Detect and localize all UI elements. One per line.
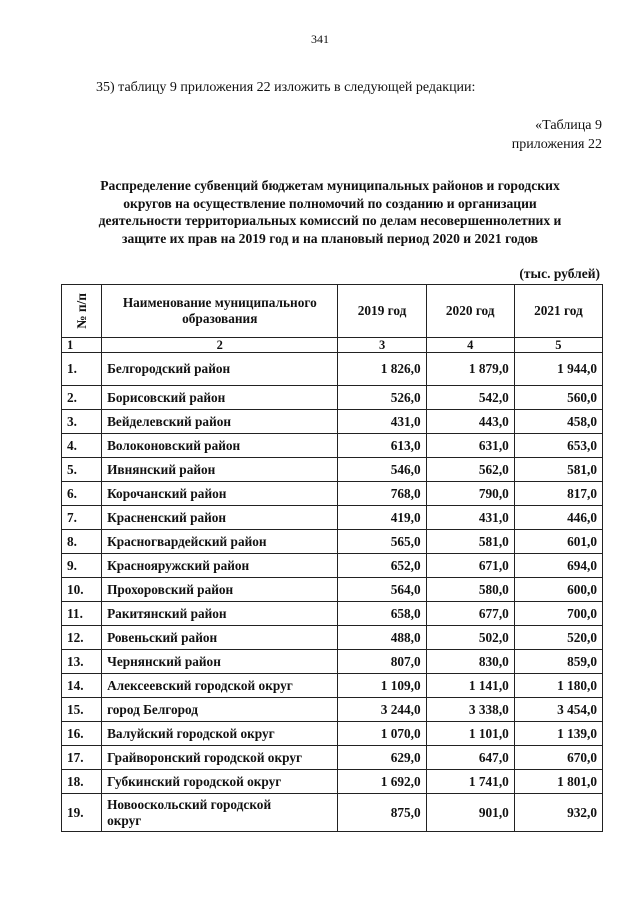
value-2021: 1 139,0 bbox=[514, 722, 602, 746]
column-index-row bbox=[62, 338, 603, 353]
table-row bbox=[62, 578, 603, 602]
header-name-line1: Наименование муниципального bbox=[122, 295, 317, 310]
table-ref-line1: «Таблица 9 bbox=[535, 118, 602, 133]
row-number: 4. bbox=[62, 434, 102, 458]
value-2020: 677,0 bbox=[426, 602, 514, 626]
value-2019: 3 244,0 bbox=[338, 698, 426, 722]
value-2019: 652,0 bbox=[338, 554, 426, 578]
value-2020: 581,0 bbox=[426, 530, 514, 554]
row-number: 9. bbox=[62, 554, 102, 578]
municipality-name: Ивнянский район bbox=[102, 458, 338, 482]
municipality-name-line1: Новооскольский городской bbox=[107, 796, 272, 812]
row-number: 16. bbox=[62, 722, 102, 746]
municipality-name: Борисовский район bbox=[102, 386, 338, 410]
value-2020: 671,0 bbox=[426, 554, 514, 578]
value-2020: 542,0 bbox=[426, 386, 514, 410]
value-2019: 565,0 bbox=[338, 530, 426, 554]
row-number: 5. bbox=[62, 458, 102, 482]
table-body bbox=[62, 353, 603, 832]
header-num-label: № п/п bbox=[73, 293, 89, 329]
row-number: 19. bbox=[62, 794, 102, 832]
table-row bbox=[62, 674, 603, 698]
table-row bbox=[62, 746, 603, 770]
header-2021: 2021 год bbox=[514, 285, 602, 338]
table-row bbox=[62, 506, 603, 530]
municipality-name bbox=[102, 794, 338, 832]
value-2020: 1 741,0 bbox=[426, 770, 514, 794]
value-2020: 790,0 bbox=[426, 482, 514, 506]
value-2019: 807,0 bbox=[338, 650, 426, 674]
value-2019: 1 692,0 bbox=[338, 770, 426, 794]
table-row bbox=[62, 602, 603, 626]
value-2021: 520,0 bbox=[514, 626, 602, 650]
municipality-name: Вейделевский район bbox=[102, 410, 338, 434]
value-2021: 600,0 bbox=[514, 578, 602, 602]
municipality-name: Краснояружский район bbox=[102, 554, 338, 578]
value-2021: 817,0 bbox=[514, 482, 602, 506]
value-2019: 629,0 bbox=[338, 746, 426, 770]
value-2021: 446,0 bbox=[514, 506, 602, 530]
table-row bbox=[62, 554, 603, 578]
column-index: 3 bbox=[338, 338, 426, 353]
row-number: 15. bbox=[62, 698, 102, 722]
column-index: 4 bbox=[426, 338, 514, 353]
value-2021: 932,0 bbox=[514, 794, 602, 832]
subsidy-table bbox=[61, 284, 603, 832]
municipality-name: город Белгород bbox=[102, 698, 338, 722]
value-2020: 562,0 bbox=[426, 458, 514, 482]
value-2019: 431,0 bbox=[338, 410, 426, 434]
table-row bbox=[62, 770, 603, 794]
header-name bbox=[102, 285, 338, 338]
table-row bbox=[62, 410, 603, 434]
value-2019: 1 826,0 bbox=[338, 353, 426, 386]
value-2021: 3 454,0 bbox=[514, 698, 602, 722]
value-2019: 875,0 bbox=[338, 794, 426, 832]
table-row bbox=[62, 626, 603, 650]
value-2019: 564,0 bbox=[338, 578, 426, 602]
table-row bbox=[62, 482, 603, 506]
title-line: деятельности территориальных комиссий по делам несовершеннолетних и bbox=[98, 213, 562, 228]
row-number: 11. bbox=[62, 602, 102, 626]
value-2021: 560,0 bbox=[514, 386, 602, 410]
municipality-name-line2: округ bbox=[107, 812, 142, 828]
value-2020: 3 338,0 bbox=[426, 698, 514, 722]
value-2021: 601,0 bbox=[514, 530, 602, 554]
municipality-name: Прохоровский район bbox=[102, 578, 338, 602]
row-number: 6. bbox=[62, 482, 102, 506]
column-index: 2 bbox=[102, 338, 338, 353]
header-2020: 2020 год bbox=[426, 285, 514, 338]
row-number: 12. bbox=[62, 626, 102, 650]
row-number: 18. bbox=[62, 770, 102, 794]
header-row bbox=[62, 285, 603, 338]
municipality-name: Ровеньский район bbox=[102, 626, 338, 650]
value-2019: 1 070,0 bbox=[338, 722, 426, 746]
value-2020: 502,0 bbox=[426, 626, 514, 650]
instruction-text: 35) таблицу 9 приложения 22 изложить в следующей редакции: bbox=[96, 80, 476, 95]
header-2019: 2019 год bbox=[338, 285, 426, 338]
value-2019: 419,0 bbox=[338, 506, 426, 530]
municipality-name: Алексеевский городской округ bbox=[102, 674, 338, 698]
header-name-line2: образования bbox=[182, 311, 258, 326]
value-2021: 581,0 bbox=[514, 458, 602, 482]
table-row bbox=[62, 722, 603, 746]
value-2021: 700,0 bbox=[514, 602, 602, 626]
municipality-name: Чернянский район bbox=[102, 650, 338, 674]
table-ref-line2: приложения 22 bbox=[511, 137, 602, 152]
table-row bbox=[62, 698, 603, 722]
municipality-name: Белгородский район bbox=[102, 353, 338, 386]
value-2021: 670,0 bbox=[514, 746, 602, 770]
value-2021: 458,0 bbox=[514, 410, 602, 434]
row-number: 3. bbox=[62, 410, 102, 434]
table-reference bbox=[512, 116, 602, 154]
table-row bbox=[62, 650, 603, 674]
value-2019: 768,0 bbox=[338, 482, 426, 506]
page-number: 341 bbox=[311, 32, 329, 46]
document-title bbox=[60, 177, 600, 247]
row-number: 13. bbox=[62, 650, 102, 674]
table-row bbox=[62, 794, 603, 832]
value-2019: 658,0 bbox=[338, 602, 426, 626]
table-row bbox=[62, 530, 603, 554]
value-2020: 631,0 bbox=[426, 434, 514, 458]
title-line: защите их прав на 2019 год и на плановый период 2020 и 2021 годов bbox=[121, 230, 538, 246]
row-number: 14. bbox=[62, 674, 102, 698]
header-num bbox=[62, 285, 102, 338]
municipality-name: Ракитянский район bbox=[102, 602, 338, 626]
row-number: 7. bbox=[62, 506, 102, 530]
row-number: 2. bbox=[62, 386, 102, 410]
value-2019: 613,0 bbox=[338, 434, 426, 458]
value-2020: 443,0 bbox=[426, 410, 514, 434]
value-2021: 1 180,0 bbox=[514, 674, 602, 698]
table-row bbox=[62, 386, 603, 410]
value-2021: 859,0 bbox=[514, 650, 602, 674]
municipality-name: Красненский район bbox=[102, 506, 338, 530]
row-number: 8. bbox=[62, 530, 102, 554]
value-2019: 546,0 bbox=[338, 458, 426, 482]
municipality-name: Губкинский городской округ bbox=[102, 770, 338, 794]
value-2021: 694,0 bbox=[514, 554, 602, 578]
row-number: 17. bbox=[62, 746, 102, 770]
value-2020: 1 879,0 bbox=[426, 353, 514, 386]
value-2019: 488,0 bbox=[338, 626, 426, 650]
value-2020: 431,0 bbox=[426, 506, 514, 530]
value-2021: 1 801,0 bbox=[514, 770, 602, 794]
units-label: (тыс. рублей) bbox=[519, 266, 600, 281]
title-line: Распределение субвенций бюджетам муниципальных районов и городских bbox=[100, 178, 560, 193]
row-number: 1. bbox=[62, 353, 102, 386]
value-2020: 830,0 bbox=[426, 650, 514, 674]
column-index: 1 bbox=[62, 338, 102, 353]
municipality-name: Корочанский район bbox=[102, 482, 338, 506]
municipality-name: Грайворонский городской округ bbox=[102, 746, 338, 770]
table-row bbox=[62, 353, 603, 386]
municipality-name: Волоконовский район bbox=[102, 434, 338, 458]
municipality-name: Красногвардейский район bbox=[102, 530, 338, 554]
value-2020: 1 141,0 bbox=[426, 674, 514, 698]
value-2021: 653,0 bbox=[514, 434, 602, 458]
table-row bbox=[62, 458, 603, 482]
value-2020: 647,0 bbox=[426, 746, 514, 770]
value-2021: 1 944,0 bbox=[514, 353, 602, 386]
value-2020: 901,0 bbox=[426, 794, 514, 832]
row-number: 10. bbox=[62, 578, 102, 602]
column-index: 5 bbox=[514, 338, 602, 353]
municipality-name: Валуйский городской округ bbox=[102, 722, 338, 746]
value-2020: 580,0 bbox=[426, 578, 514, 602]
table-row bbox=[62, 434, 603, 458]
title-line: округов на осуществление полномочий по созданию и организации bbox=[123, 195, 537, 211]
value-2020: 1 101,0 bbox=[426, 722, 514, 746]
value-2019: 1 109,0 bbox=[338, 674, 426, 698]
value-2019: 526,0 bbox=[338, 386, 426, 410]
